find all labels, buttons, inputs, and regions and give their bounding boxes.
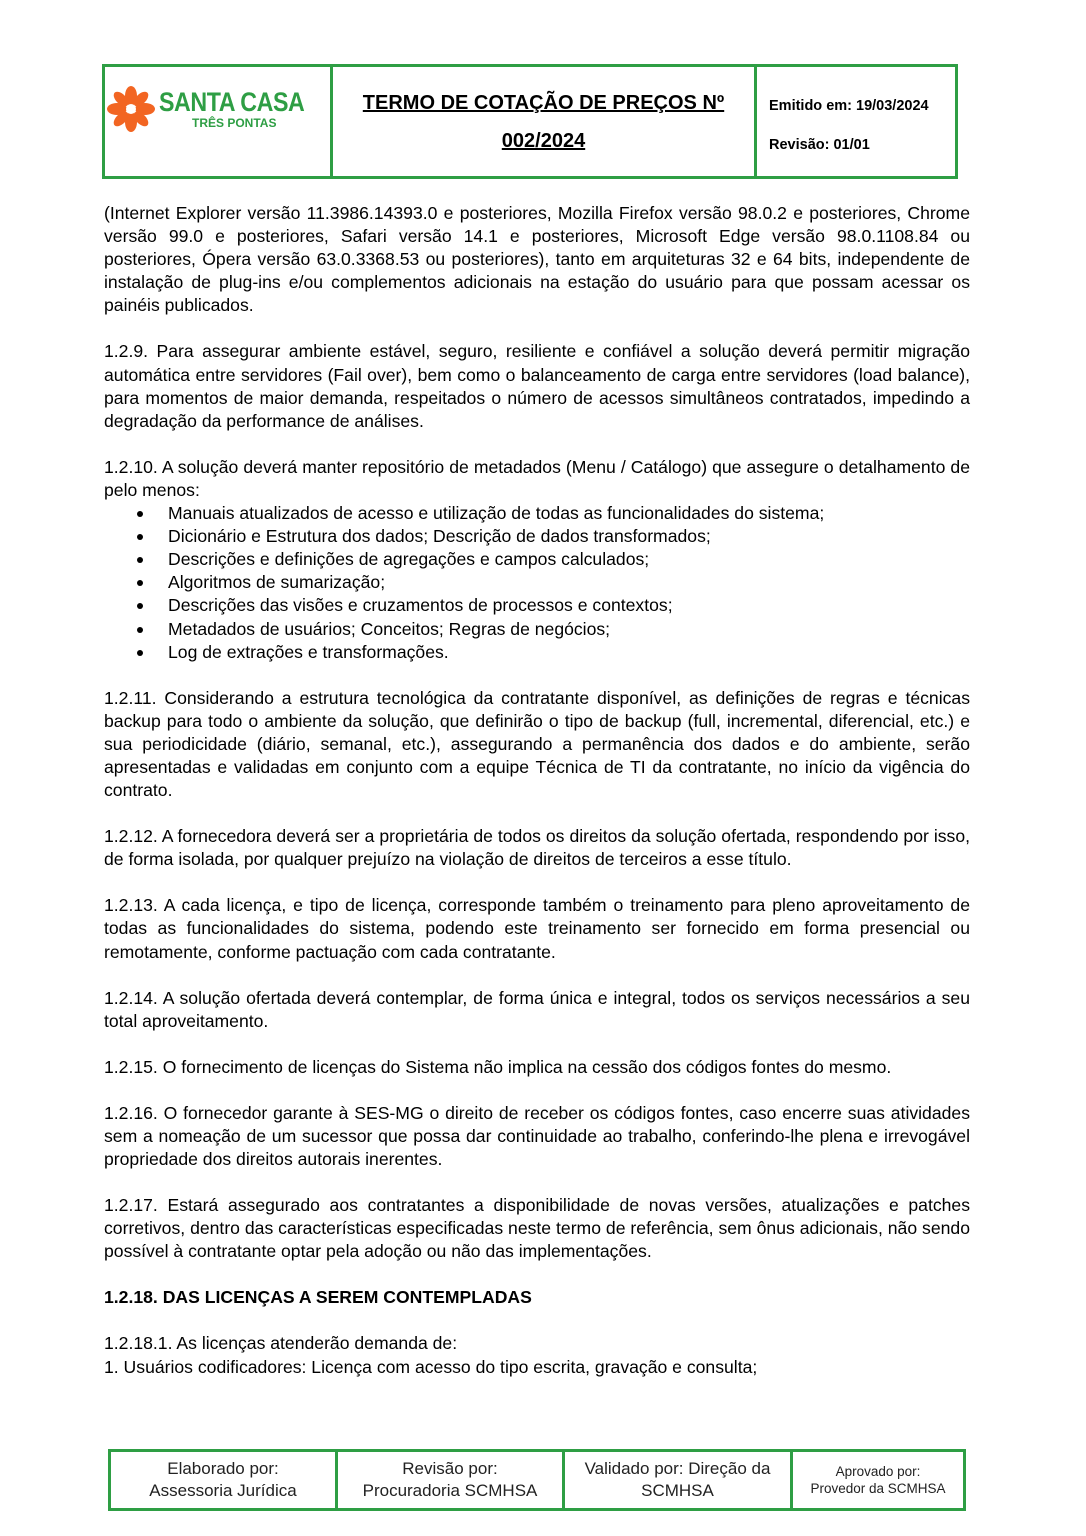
elaborado-value: Assessoria Jurídica (149, 1481, 297, 1500)
logo-cell (105, 67, 330, 176)
document-header (102, 64, 958, 179)
document-footer (108, 1449, 966, 1511)
footer-revisao (335, 1452, 562, 1508)
document-number: 002/2024 (501, 129, 586, 152)
list-item: Descrições e definições de agregações e campos calculados; (168, 548, 970, 571)
list-item: Descrições das visões e cruzamentos de processos e contextos; (168, 594, 970, 617)
footer-aprovado (790, 1452, 963, 1508)
paragraph-1-2-15: 1.2.15. O fornecimento de licenças do Sistema não implica na cessão dos códigos fontes do mesmo. (104, 1056, 892, 1077)
document-title: TERMO DE COTAÇÃO DE PREÇOS Nº (362, 91, 725, 114)
paragraph-1-2-12: 1.2.12. A fornecedora deverá ser a proprietária de todos os direitos da solução ofertada, respondendo por isso, de forma isolada, por qualquer prejuízo na violação de direitos de terceiros a esse título. (104, 826, 970, 870)
logo-subtitle: TRÊS PONTAS (192, 115, 277, 130)
title-cell (330, 67, 754, 176)
validado-value: SCMHSA (641, 1481, 714, 1500)
paragraph-intro: (Internet Explorer versão 11.3986.14393.0 e posteriores, Mozilla Firefox versão 98.0.2 e posteriores, Chrome versão 99.0 e posteriores, Safari versão 14.1 e posteriores, Microsoft Edge versão 98.0.1108.84 ou posteriores, Ópera versão 63.0.3368.53 ou posteriores), tanto em arquiteturas 32 e 64 bits, independente de instalação de plug-ins e/ou complementos adicionais na estação do usuário para que possam acessar os painéis publicados. (104, 203, 970, 316)
document-body (104, 202, 970, 1379)
aprovado-label: Aprovado por: (835, 1464, 921, 1479)
elaborado-label: Elaborado por: (167, 1459, 279, 1478)
paragraph-1-2-9: 1.2.9. Para assegurar ambiente estável, seguro, resiliente e confiável a solução deverá permitir migração automática entre servidores (Fail over), bem como o balanceamento de carga entre servidores (load balance), para momentos de maior demanda, respeitados o número de acessos simultâneos contratados, impedindo a degradação da performance de análises. (104, 341, 970, 431)
list-item: Manuais atualizados de acesso e utilização de todas as funcionalidades do sistema; (168, 502, 970, 525)
list-item: Algoritmos de sumarização; (168, 571, 970, 594)
list-item: Dicionário e Estrutura dos dados; Descrição de dados transformados; (168, 525, 970, 548)
flower-logo-icon (107, 86, 155, 132)
footer-validado (562, 1452, 790, 1508)
paragraph-1-2-14: 1.2.14. A solução ofertada deverá contemplar, de forma única e integral, todos os serviços necessários a seu total aproveitamento. (104, 987, 970, 1031)
santa-casa-logo (107, 86, 328, 132)
paragraph-1-2-13: 1.2.13. A cada licença, e tipo de licença, corresponde também o treinamento para pleno aproveitamento de todas as funcionalidades do sistema, podendo este treinamento ser fornecido em forma presencial ou remotamente, conforme pactuação com cada contratante. (104, 895, 970, 962)
meta-cell (754, 67, 955, 176)
metadata-list (104, 502, 970, 664)
paragraph-1-2-11: 1.2.11. Considerando a estrutura tecnológica da contratante disponível, as definições de regras e técnicas backup para todo o ambiente da solução, que definirão o tipo de backup (full, incremental, diferencial, etc.) e sua periodicidade (diário, semanal, etc.), assegurando a permanência dos dados e do ambiente, serão apresentadas e validadas em conjunto com a equipe Técnica de TI da contratante, no início da vigência do contrato. (104, 687, 970, 801)
paragraph-1-2-17: 1.2.17. Estará assegurado aos contratantes a disponibilidade de novas versões, atualizações e patches corretivos, dentro das características especificadas neste termo de referência, sem ônus adicionais, não sendo possível à contratante optar pela adoção ou não das implementações. (104, 1195, 970, 1262)
section-heading-1-2-18: 1.2.18. DAS LICENÇAS A SEREM CONTEMPLADAS (104, 1287, 532, 1308)
revisao-value: Procuradoria SCMHSA (362, 1481, 538, 1500)
list-item: Metadados de usuários; Conceitos; Regras de negócios; (168, 618, 970, 641)
paragraph-users: 1. Usuários codificadores: Licença com acesso do tipo escrita, gravação e consulta; (104, 1356, 758, 1377)
paragraph-1-2-18-1: 1.2.18.1. As licenças atenderão demanda de: (104, 1333, 458, 1354)
issue-date: Emitido em: 19/03/2024 (769, 98, 929, 114)
logo-name: SANTA CASA (159, 86, 305, 117)
paragraph-1-2-10: 1.2.10. A solução deverá manter repositório de metadados (Menu / Catálogo) que assegure o detalhamento de pelo menos: (104, 456, 970, 500)
footer-elaborado (111, 1452, 335, 1508)
validado-label: Validado por: Direção da (584, 1459, 771, 1478)
paragraph-1-2-16: 1.2.16. O fornecedor garante à SES-MG o direito de receber os códigos fontes, caso encerre suas atividades sem a nomeação de um sucessor que possa dar continuidade ao trabalho, conferindo-lhe plena e irrevogável propriedade dos direitos autorais inerentes. (104, 1102, 970, 1170)
aprovado-value: Provedor da SCMHSA (810, 1481, 946, 1496)
revision: Revisão: 01/01 (769, 137, 870, 153)
revisao-label: Revisão por: (402, 1459, 498, 1478)
list-item: Log de extrações e transformações. (168, 641, 970, 664)
